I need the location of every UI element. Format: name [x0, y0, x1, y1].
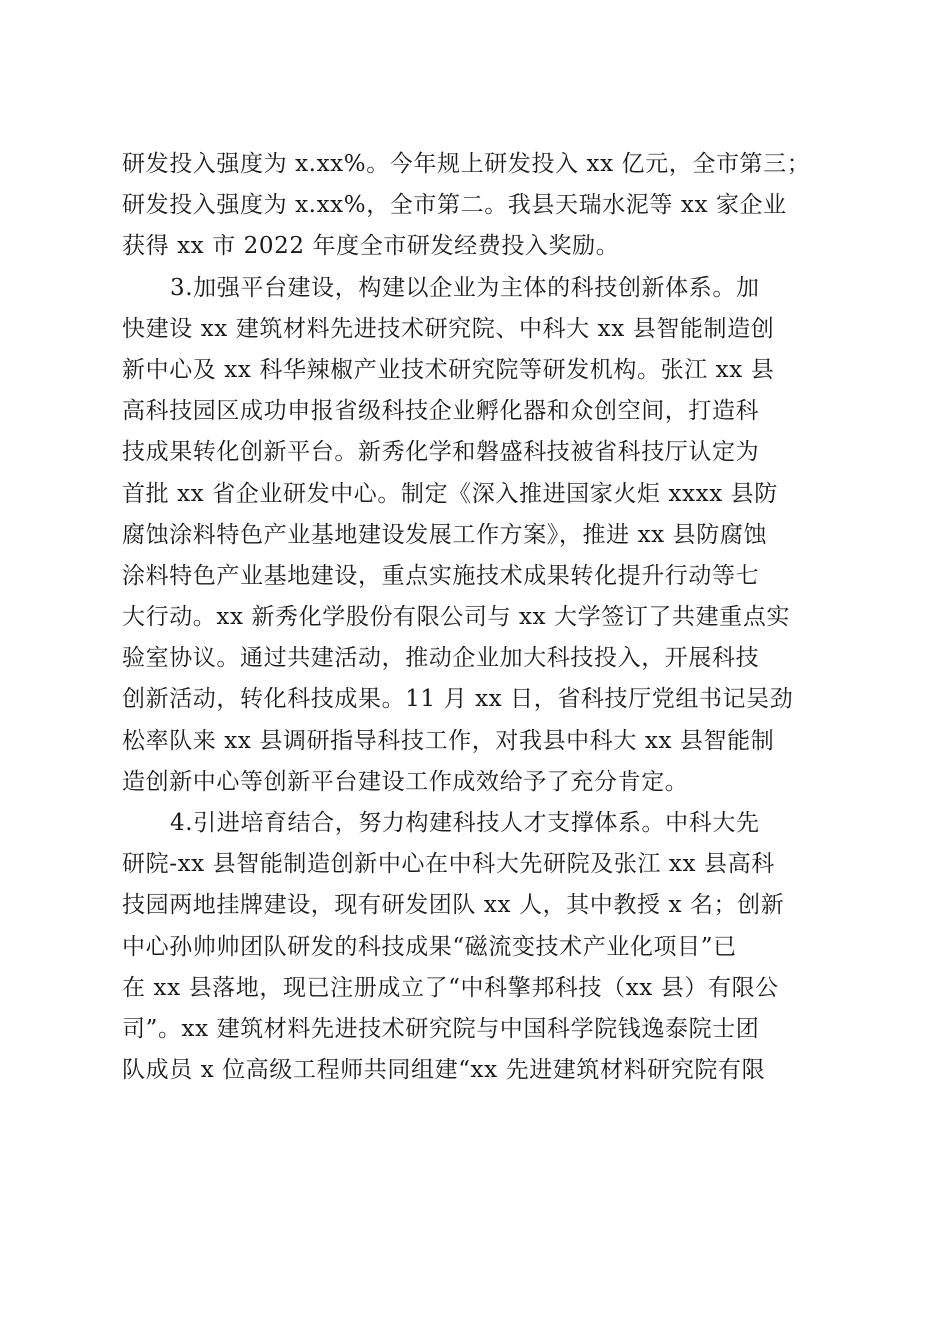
text-line: 高科技园区成功申报省级科技企业孵化器和众创空间，打造科 [122, 398, 760, 425]
text-line: 研发投入强度为 x.xx%。今年规上研发投入 xx 亿元，全市第三； [122, 151, 811, 177]
text-line: 新中心及 xx 科华辣椒产业技术研究院等研发机构。张江 xx 县 [122, 356, 775, 383]
text-line: 中心孙帅帅团队研发的科技成果“磁流变技术产业化项目”已 [122, 933, 737, 960]
text-line: 技成果转化创新平台。新秀化学和磐盛科技被省科技厅认定为 [122, 439, 760, 466]
text-line: 司”。xx 建筑材料先进技术研究院与中国科学院钱逸泰院士团 [122, 1015, 760, 1042]
text-line: 验室协议。通过共建活动，推动企业加大科技投入，开展科技 [122, 645, 760, 672]
text-line: 创新活动，转化科技成果。11 月 xx 日，省科技厅党组书记吴劲 [122, 686, 794, 713]
body-text [122, 144, 830, 1091]
text-line: 队成员 x 位高级工程师共同组建“xx 先进建筑材料研究院有限 [122, 1057, 766, 1084]
text-line: 技园两地挂牌建设，现有研发团队 xx 人，其中教授 x 名；创新 [122, 892, 785, 919]
text-line: 造创新中心等创新平台建设工作成效给予了充分肯定。 [122, 768, 689, 795]
text-line: 腐蚀涂料特色产业基地建设发展工作方案》，推进 xx 县防腐蚀 [122, 521, 768, 548]
text-line: 研院-xx 县智能制造创新中心在中科大先研院及张江 xx 县高科 [122, 851, 775, 878]
text-line: 首批 xx 省企业研发中心。制定《深入推进国家火炬 xxxx 县防 [122, 480, 778, 507]
section-3-heading-line: 3.加强平台建设，构建以企业为主体的科技创新体系。加 [170, 274, 760, 301]
text-line: 大行动。xx 新秀化学股份有限公司与 xx 大学签订了共建重点实 [122, 604, 791, 631]
text-line: 在 xx 县落地，现已注册成立了“中科擎邦科技（xx 县）有限公 [122, 974, 779, 1001]
text-line: 获得 xx 市 2022 年度全市研发经费投入奖励。 [122, 233, 620, 260]
text-line: 涂料特色产业基地建设，重点实施技术成果转化提升行动等七 [122, 562, 760, 589]
text-line: 研发投入强度为 x.xx%，全市第二。我县天瑞水泥等 xx 家企业 [122, 192, 787, 219]
section-4-heading-line: 4.引进培育结合，努力构建科技人才支撑体系。中科大先 [170, 810, 760, 836]
text-line: 快建设 xx 建筑材料先进技术研究院、中科大 xx 县智能制造创 [122, 315, 775, 342]
text-line: 松率队来 xx 县调研指导科技工作，对我县中科大 xx 县智能制 [122, 727, 775, 754]
